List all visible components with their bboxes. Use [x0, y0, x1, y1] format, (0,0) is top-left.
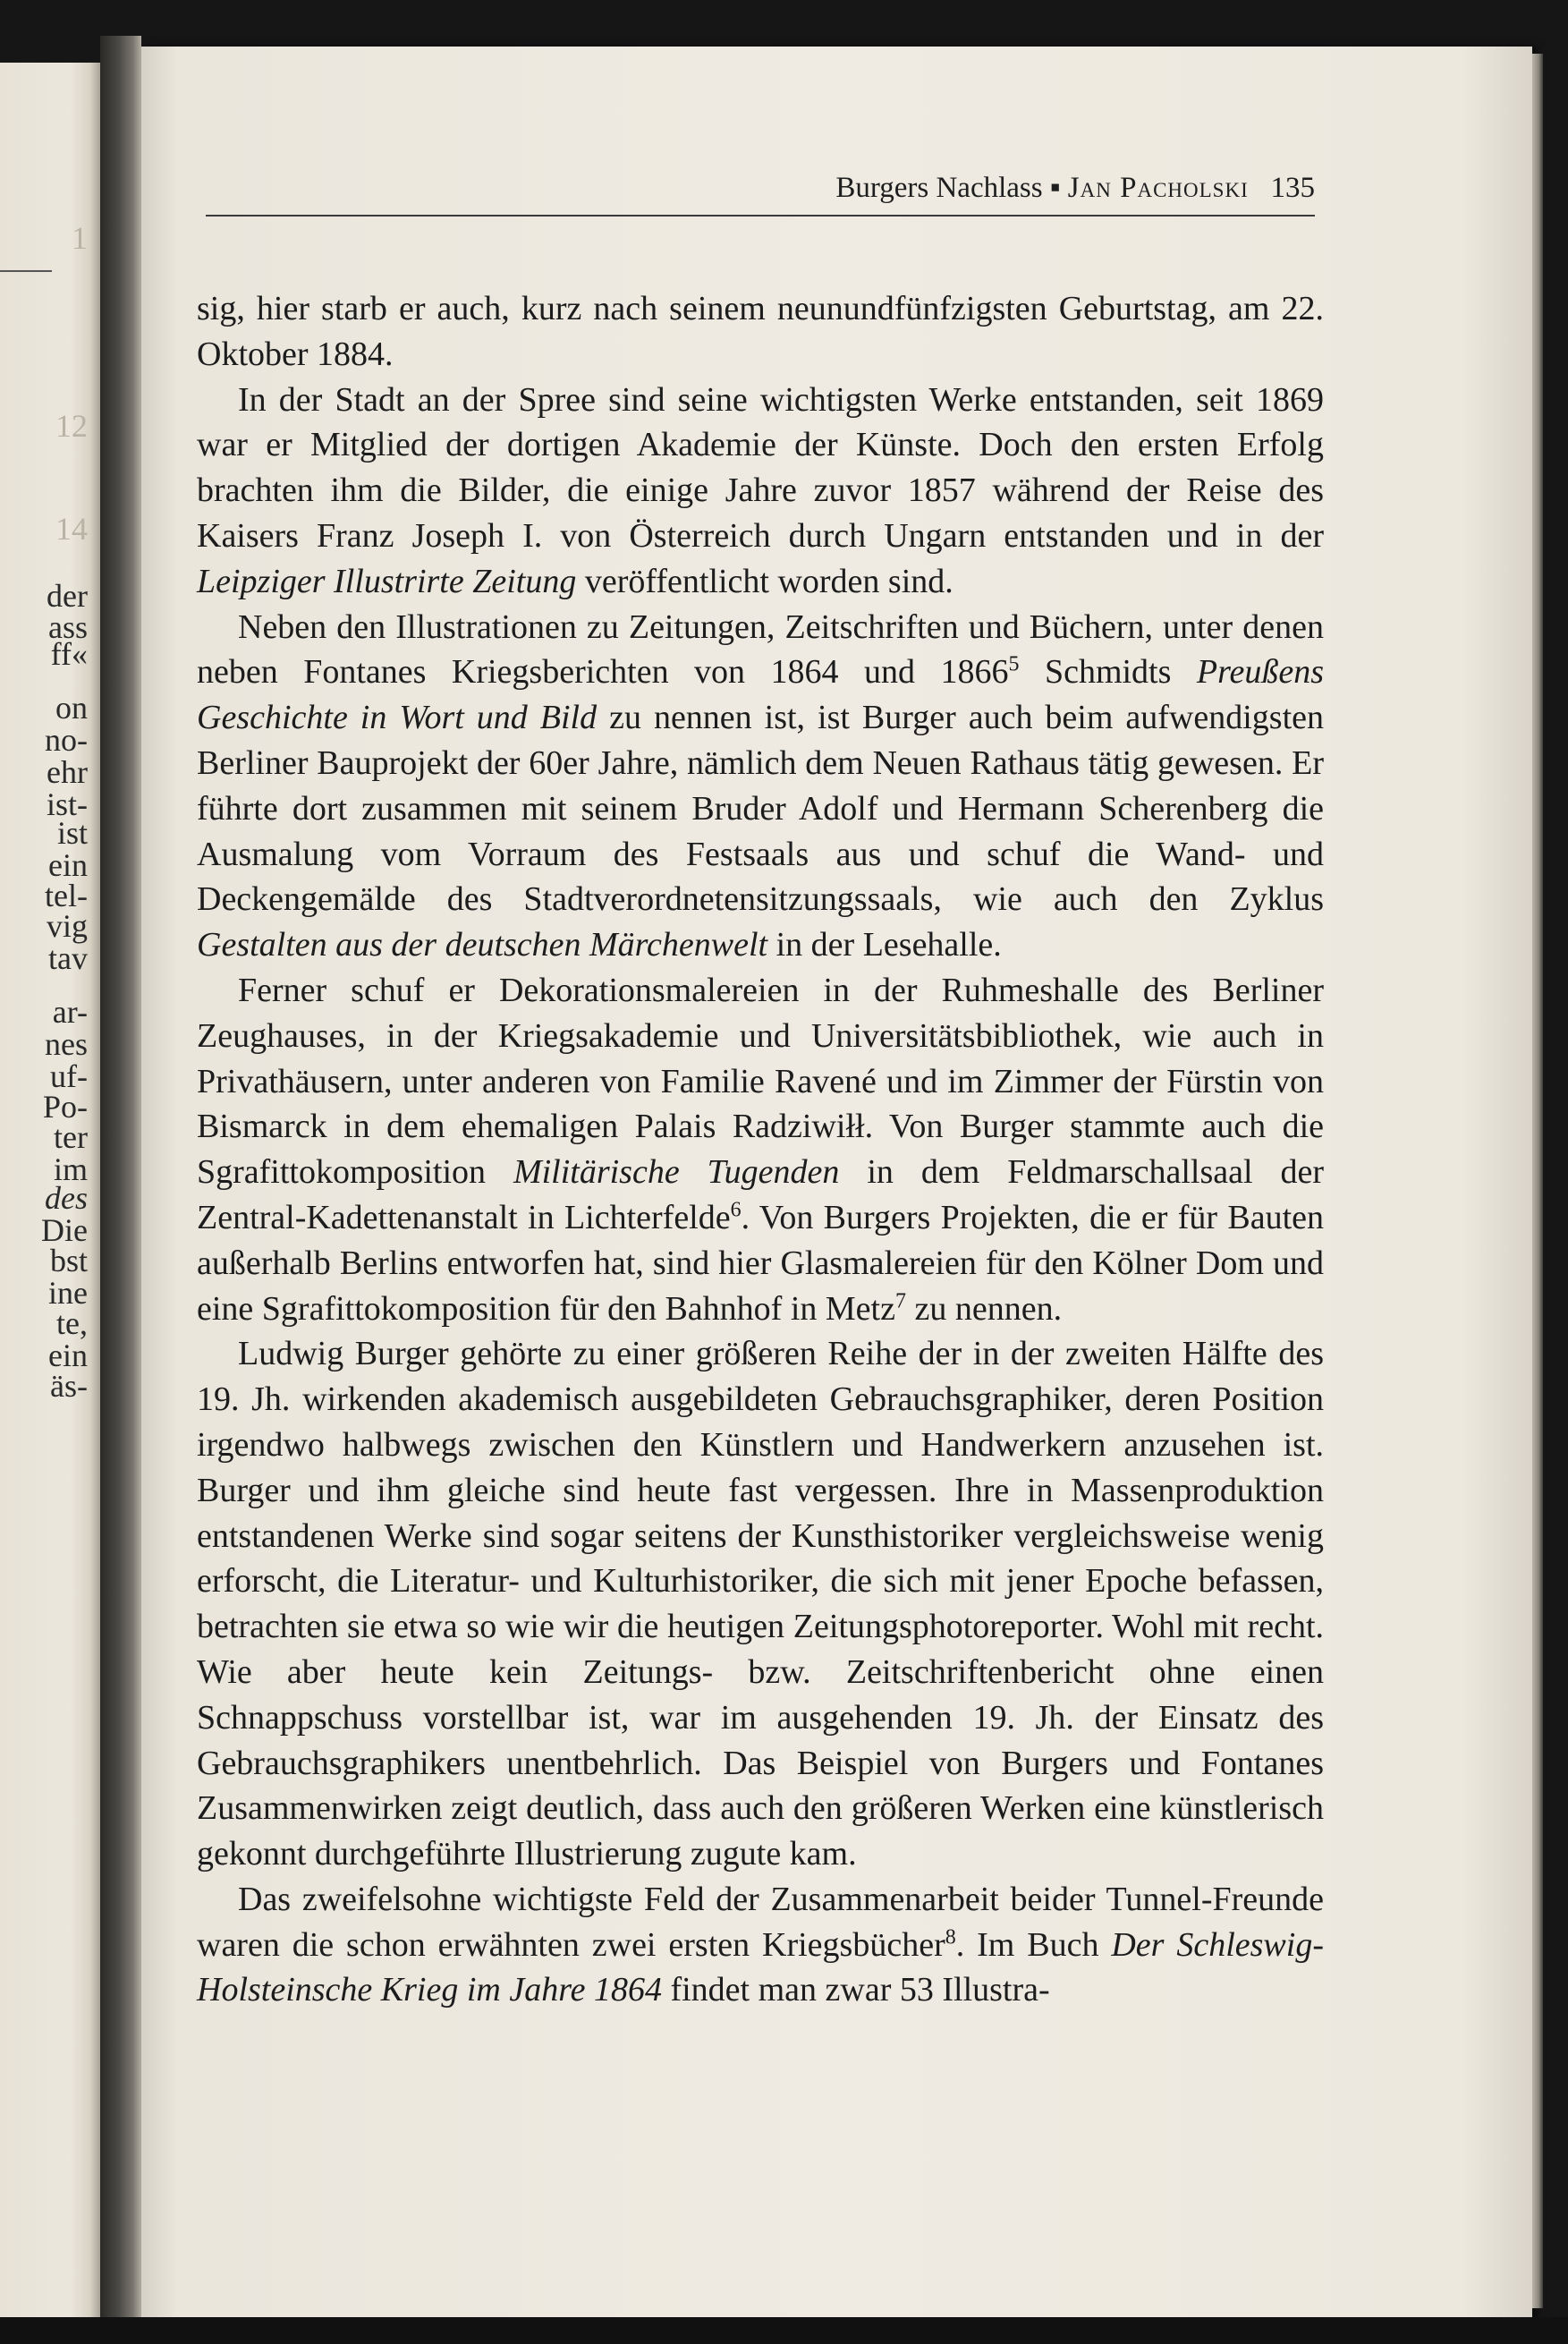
previous-page-edge [0, 63, 100, 2326]
previous-page-fragment: Po- [42, 1089, 88, 1125]
running-head-rule [206, 215, 1315, 217]
previous-page-fragment: uf- [50, 1058, 88, 1094]
previous-page-fragment: 12 [55, 408, 88, 444]
previous-page-fragment: ar- [52, 994, 88, 1030]
running-head [206, 172, 1315, 205]
text-run: Das zweifelsohne wichtigste Feld der Zusammenarbeit beider Tunnel-Freunde waren die schon erwähnten zwei ersten Kriegsbücher [197, 1880, 1324, 1964]
previous-page-fragment: ter [54, 1119, 88, 1155]
paragraph [197, 605, 1324, 968]
paragraph [197, 286, 1324, 378]
text-run: Schmidts [1019, 653, 1197, 692]
running-head-author: Jan Pacholski [1067, 172, 1249, 204]
text-run: veröffentlicht worden sind. [576, 562, 954, 600]
text-run: findet man zwar 53 Illustra- [661, 1971, 1050, 2009]
body-text [197, 286, 1324, 2013]
italic-title: Gestalten aus der deutschen Märchenwelt [197, 926, 768, 964]
text-run: in dem Feldmarschallsaal der Zentral-Kadettenanstalt in Lichterfelde [197, 1153, 1324, 1236]
previous-page-fragment: tel- [45, 878, 88, 913]
italic-title: Leipziger Illustrirte Zeitung [197, 562, 577, 600]
text-run: Ludwig Burger gehörte zu einer größeren Reihe der in der zweiten Hälfte des 19. Jh. wirkenden akademisch ausgebildeten Gebrauchsgraphiker, deren Position irgendwo halbwegs zwischen den Künstlern und Handwerkern anzusehen ist. Burger und ihm gleiche sind heute fast vergessen. Ihre in Massenproduktion entstandenen Werke sind sogar seitens der Kunsthistoriker vergleichsweise wenig erforscht, die Literatur- und Kulturhistoriker, die sich mit jener Epoche befassen, betrachten sie etwa so wie wir die heutigen Zeitungsphotoreporter. Wohl mit recht. Wie aber heute kein Zeitungs- bzw. Zeitschriftenbericht ohne einen Schnappschuss vorstellbar ist, war im ausgehenden 19. Jh. der Einsatz des Gebrauchsgraphikers unentbehrlich. Das Beispiel von Burgers und Fontanes Zusammenwirken zeigt deutlich, dass auch den größeren Werken eine künstlerisch gekonnt durchgeführte Illustrierung zugute kam. [197, 1335, 1324, 1873]
previous-page-fragment: ehr [47, 754, 88, 790]
previous-page-fragment: Die [41, 1212, 88, 1248]
text-run: in der Lesehalle. [767, 926, 1002, 964]
italic-title: Preußens Geschichte in Wort und Bild [197, 653, 1324, 737]
previous-page-fragment: no- [45, 722, 88, 758]
italic-title: Militärische Tugenden [513, 1153, 840, 1192]
page-fore-edge [1532, 54, 1543, 2308]
paragraph [197, 378, 1324, 605]
text-run: zu nennen. [905, 1289, 1063, 1328]
previous-page-fragment: ein [48, 1338, 88, 1373]
running-head-separator: ▪ [1049, 172, 1061, 204]
previous-page-fragment: on [55, 690, 88, 726]
previous-page-fragment: te, [56, 1305, 88, 1341]
text-run: zu nennen ist, ist Burger auch beim aufwendigsten Berliner Bauprojekt der 60er Jahre, nämlich dem Neuen Rathaus tätig gewesen. Er führte dort zusammen mit seinem Bruder Adolf und Hermann Scherenberg die Ausmalung vom Vorraum des Festsaals aus und schuf die Wand- und Deckengemälde des Stadtverordnetensitzungssaals, wie auch den Zyklus [197, 699, 1324, 919]
previous-page-fragment: ist [56, 815, 88, 851]
running-head-title: Burgers Nachlass [835, 172, 1043, 204]
footnote-marker: 8 [945, 1925, 956, 1949]
previous-page-fragment: ine [48, 1275, 88, 1311]
paragraph [197, 1331, 1324, 1877]
footnote-marker: 6 [730, 1198, 742, 1222]
book-gutter [100, 36, 141, 2344]
text-run: . Von Burgers Projekten, die er für Bauten außerhalb Berlins entworfen hat, sind hier Glasmalereien für den Kölner Dom und eine Sgrafittokomposition für den Bahnhof in Metz [197, 1198, 1324, 1328]
previous-page-fragment: ass [48, 609, 88, 645]
previous-page-fragment: äs- [50, 1368, 88, 1404]
text-run: Neben den Illustrationen zu Zeitungen, Zeitschriften und Büchern, unter denen neben Fontanes Kriegsberichten von 1864 und 1866 [197, 607, 1324, 692]
previous-page-fragment: ff« [50, 636, 88, 672]
previous-page-fragment: ist- [46, 786, 88, 822]
previous-page-fragment: vig [46, 908, 88, 944]
previous-page-fragment: im [53, 1151, 88, 1187]
previous-page-fragment: tav [48, 940, 88, 976]
previous-page-fragment: ein [48, 847, 88, 883]
previous-page-head-rule [0, 270, 52, 272]
text-run: sig, hier starb er auch, kurz nach seinem neunundfünfzigsten Geburtstag, am 22. Oktober 1884. [197, 290, 1324, 373]
italic-title: Der Schleswig-Holsteinsche Krieg im Jahre 1864 [197, 1925, 1324, 2009]
text-run: In der Stadt an der Spree sind seine wichtigsten Werke entstanden, seit 1869 war er Mitglied der dortigen Akademie der Künste. Doch den ersten Erfolg brachten ihm die Bilder, die einige Jahre zuvor 1857 während der Reise des Kaisers Franz Joseph I. von Österreich durch Ungarn entstanden und in der [197, 380, 1324, 555]
previous-page-fragment: des [45, 1180, 88, 1216]
previous-page-fragment: 14 [55, 511, 88, 547]
text-run: . Im Buch [955, 1925, 1112, 1964]
text-run: Ferner schuf er Dekorationsmalereien in der Ruhmeshalle des Berliner Zeughauses, in der Kriegsakademie und Universitätsbibliothek, wie auch in Privathäusern, unter anderen von Familie Ravené und im Zimmer der Fürstin von Bismarck in dem ehemaligen Palais Radziwiłł. Von Burger stammte auch die Sgrafittokomposition [197, 971, 1324, 1192]
footnote-marker: 7 [894, 1288, 906, 1312]
previous-page-fragment: nes [45, 1026, 88, 1062]
previous-page-fragment: der [47, 578, 88, 614]
page-number: 135 [1270, 172, 1315, 204]
paragraph [197, 968, 1324, 1331]
previous-page-fragment: 1 [72, 220, 88, 256]
previous-page-fragment: bst [49, 1243, 88, 1278]
footnote-marker: 5 [1008, 652, 1020, 676]
scan-bottom-border [0, 2317, 1568, 2344]
paragraph [197, 1877, 1324, 2013]
